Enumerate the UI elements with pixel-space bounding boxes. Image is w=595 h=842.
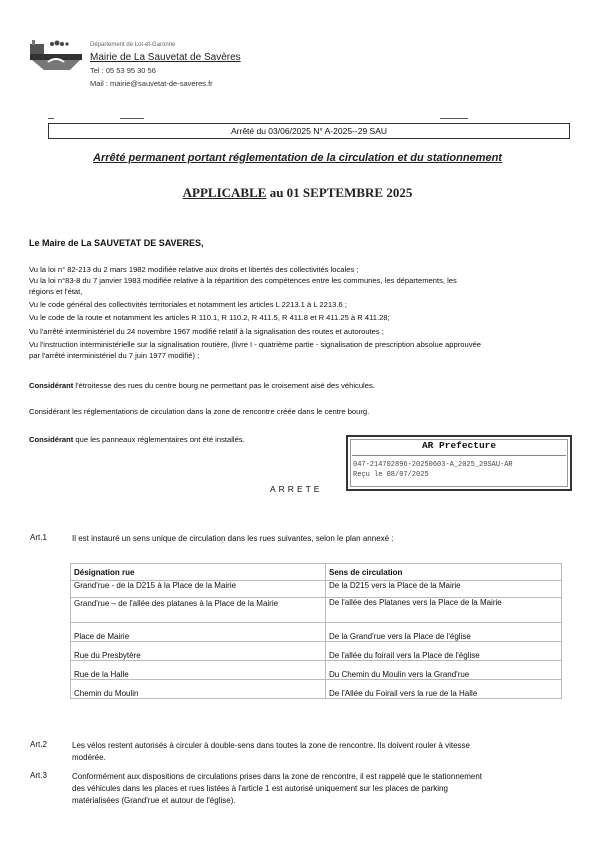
table-cell: De la Grand'rue vers la Place de l'église <box>326 623 562 642</box>
considerant-text: que les panneaux réglementaires ont été installés. <box>73 435 245 444</box>
art2-line: modérée. <box>72 753 106 762</box>
table-cell: Grand'rue - de la D215 à la Place de la Mairie <box>71 581 326 598</box>
decree-reference: Arrêté du 03/06/2025 N° A-2025--29 SAU <box>48 123 570 139</box>
table-cell: Place de Mairie <box>71 623 326 642</box>
table-row <box>71 642 562 661</box>
mayor-line: Le Maire de La SAUVETAT DE SAVERES, <box>29 238 204 248</box>
art3-line: matérialisées (Grand'rue et autour de l'église). <box>72 796 236 805</box>
art1-label: Art.1 <box>30 533 47 542</box>
table-cell: Chemin du Moulin <box>71 680 326 699</box>
table-cell: De l'allée des Platanes vers la Place de la Mairie <box>326 598 562 623</box>
table-row <box>71 581 562 598</box>
table-header-row <box>71 564 562 581</box>
art2-line: Les vélos restent autorisés à circuler à double-sens dans toutes la zone de rencontre. Ils doivent rouler à vitesse <box>72 741 470 750</box>
table-header: Désignation rue <box>71 564 326 581</box>
table-row <box>71 680 562 699</box>
vu-line: Vu la loi n°83-8 du 7 janvier 1983 modifiée relative à la répartition des compétences entre les communes, les départements, les <box>29 276 457 285</box>
table-cell: De l'allée du foirail vers la Place de l'église <box>326 642 562 661</box>
art3-line: des véhicules dans les places et rues listées à l'article 1 est autorisé uniquement sur les places de parking <box>72 784 448 793</box>
considerant-line <box>29 381 549 390</box>
considerant-line <box>29 407 549 416</box>
vu-line: Vu l'instruction interministérielle sur la signalisation routière, (livre I - quatrième partie - signalisation de prescription absolue approuvée <box>29 340 481 349</box>
table-header: Sens de circulation <box>326 564 562 581</box>
table-cell: De l'Allée du Foirail vers la rue de la Halle <box>326 680 562 699</box>
applicable-rest: au 01 SEPTEMBRE 2025 <box>269 185 413 200</box>
vu-line: Vu la loi n° 82-213 du 2 mars 1982 modifiée relative aux droits et libertés des collectivités locales ; <box>29 265 359 274</box>
decree-box-tick <box>440 118 468 119</box>
table-cell: Rue du Presbytère <box>71 642 326 661</box>
vu-line: Vu l'arrêté interministériel du 24 novembre 1967 modifié relatif à la signalisation des routes et autoroutes ; <box>29 327 384 336</box>
decree-box-tick <box>48 118 54 119</box>
considerant-lead: Considérant <box>29 381 74 390</box>
considerant-lead: Considérant <box>29 407 70 416</box>
vu-line: régions et l'état, <box>29 287 83 296</box>
table-cell: Rue de la Halle <box>71 661 326 680</box>
art1-text: Il est instauré un sens unique de circulation dans les rues suivantes, selon le plan annexé : <box>72 534 394 543</box>
streets-table <box>70 563 562 699</box>
table-cell: De la D215 vers la Place de la Mairie <box>326 581 562 598</box>
mairie-phone: Tel : 05 53 95 30 56 <box>90 66 156 75</box>
table-row <box>71 598 562 623</box>
applicable-date <box>0 185 595 201</box>
table-cell: Du Chemin du Moulin vers la Grand'rue <box>326 661 562 680</box>
vu-line: par l'arrêté interministériel du 7 juin 1977 modifié) ; <box>29 351 200 360</box>
department-label: Département de Lot-et-Garonne <box>90 42 176 48</box>
stamp-separator <box>352 455 566 456</box>
vu-line: Vu le code de la route et notamment les articles R 110.1, R 110.2, R 411.5, R 411.8 et R 411.25 à R 411.28; <box>29 313 390 322</box>
mairie-logo-icon <box>30 36 82 72</box>
applicable-word: APPLICABLE <box>182 185 267 200</box>
vu-line: Vu le code général des collectivités territoriales et notamment les articles L 2213.1 à L 2213.6 ; <box>29 300 347 309</box>
considerant-text: l'étroitesse des rues du centre bourg ne permettant pas le croisement aisé des véhicules. <box>73 381 375 390</box>
decree-box-tick <box>120 118 144 119</box>
document-title: Arrêté permanent portant réglementation de la circulation et du stationnement <box>93 152 502 164</box>
considerant-text: les réglementations de circulation dans la zone de rencontre créée dans le centre bourg. <box>69 407 370 416</box>
stamp-reference: 047-214702896-20250603-A_2025_29SAU-AR <box>353 461 513 469</box>
table-row <box>71 661 562 680</box>
prefecture-stamp <box>346 435 572 491</box>
arrete-heading: ARRETE <box>270 484 323 494</box>
mairie-email: Mail : mairie@sauvetat-de-saveres.fr <box>90 79 213 88</box>
considerant-lead: Considérant <box>29 435 74 444</box>
art3-line: Conformément aux dispositions de circulations prises dans la zone de rencontre, il est rappelé que le stationnement <box>72 772 483 781</box>
art3-label: Art.3 <box>30 771 47 780</box>
art2-label: Art.2 <box>30 740 47 749</box>
stamp-received: Reçu le 08/07/2025 <box>353 471 429 479</box>
stamp-title: AR Prefecture <box>421 440 497 451</box>
table-row <box>71 623 562 642</box>
mairie-name: Mairie de La Sauvetat de Savères <box>90 52 241 63</box>
table-cell: Grand'rue – de l'allée des platanes à la Place de la Mairie <box>71 598 326 623</box>
